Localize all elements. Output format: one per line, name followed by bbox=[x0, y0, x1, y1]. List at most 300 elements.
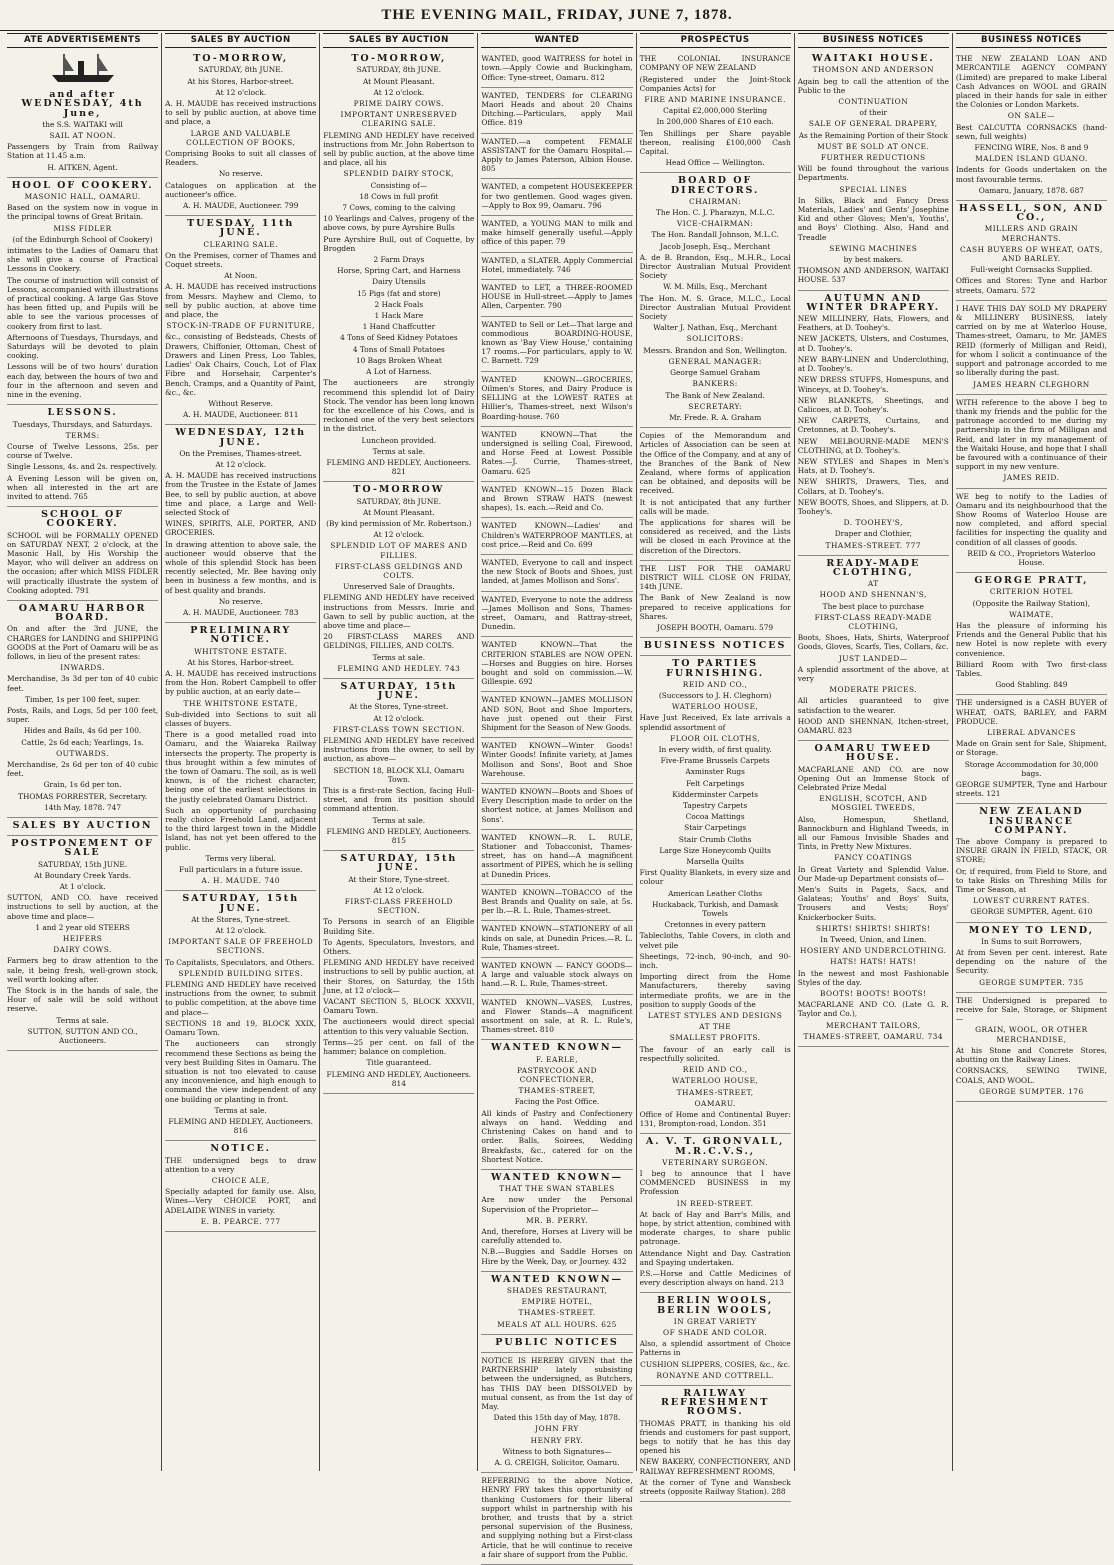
ad-line: CUSHION SLIPPERS, COSIES, &c., &c. bbox=[640, 1359, 791, 1369]
ad-heading: WANTED KNOWN—That the undersigned is selling Coal, Firewood, and Horse Feed at Lowest Possible Rates.—J. Currie, Thames-street, Oamaru. 625 bbox=[481, 429, 633, 476]
ad-line: Pure Ayrshire Bull, out of Coquette, by Brogden bbox=[323, 234, 475, 253]
ad-heading: WANTED KNOWN—That the CRITERION STABLES are NOW OPEN.—Horses and Buggies on hire. Horses bought and sold on commission.—W. Gillespie. 692 bbox=[481, 640, 633, 687]
ad-line: Have Just Received, Ex late arrivals a splendid assortment of bbox=[639, 713, 791, 732]
ad-heading: A. V. T. GRONVALL, M.R.C.V.S., bbox=[645, 1136, 785, 1157]
ad-line: FIRST-CLASS GELDINGS AND COLTS. bbox=[334, 561, 463, 580]
ad-line: CHAIRMAN: bbox=[689, 196, 742, 206]
ad-line: VETERINARY SURGEON. bbox=[662, 1157, 769, 1167]
ad-heading: TO-MORROW, bbox=[193, 53, 289, 65]
advertisement bbox=[481, 738, 632, 784]
ad-line: Indents for Goods undertaken on the most favourable terms. bbox=[955, 165, 1107, 184]
ad-line: FLEMING AND HEDLEY have received instructions to sell by public auction, at their Stores, on Saturday, the 15th June, at 12 o'clock— bbox=[323, 958, 475, 995]
column-header: ATE ADVERTISEMENTS bbox=[7, 33, 158, 48]
ad-line: GEORGE SUMPTER, Agent. 610 bbox=[970, 907, 1093, 917]
ad-line: The best place to purchase bbox=[822, 601, 924, 611]
ad-line: Importing direct from the Home Manufacturers, thereby saving intermediate profits, we are in the position to supply Goods of the bbox=[639, 972, 791, 1009]
ad-line: SPECIAL LINES bbox=[839, 184, 908, 194]
ad-heading: SCHOOL OF COOKERY. bbox=[41, 509, 125, 530]
ad-line: FURTHER REDUCTIONS bbox=[820, 153, 926, 163]
ad-line: (Opposite the Railway Station), bbox=[972, 598, 1091, 608]
ad-line: REID AND CO., bbox=[682, 1065, 748, 1075]
ad-line: WATERLOO HOUSE, bbox=[671, 1076, 759, 1086]
ad-heading: OAMARU HARBOR BOARD. bbox=[18, 602, 147, 624]
ad-heading: BUSINESS NOTICES bbox=[643, 640, 787, 652]
ad-line: THE undersigned begs to draw attention to a very bbox=[165, 1155, 317, 1174]
ad-line: WINES, SPIRITS, ALE, PORTER, AND GROCERIES. bbox=[165, 519, 317, 538]
ad-line: NEW SHIRTS, Drawers, Ties, and Collars, at D. Toohey's. bbox=[797, 477, 949, 496]
ad-line: A. H. MAUDE, Auctioneer. 799 bbox=[183, 201, 299, 211]
ad-line: It is not anticipated that any further calls will be made. bbox=[639, 497, 791, 516]
ad-line: by best makers. bbox=[843, 255, 903, 265]
advertisement bbox=[956, 395, 1107, 489]
column-4 bbox=[478, 33, 636, 1559]
column-header: BUSINESS NOTICES bbox=[798, 33, 949, 48]
ad-heading: THE NEW ZEALAND LOAN AND MERCANTILE AGENCY COMPANY (Limited) are prepared to make Liberal Cash Advances on WOOL and GRAIN placed in their hands for sale in either the Colonies or London Markets. bbox=[955, 54, 1107, 110]
ad-line: In Sums to suit Borrowers, bbox=[981, 936, 1082, 946]
ad-line: I beg to announce that I have COMMENCED BUSINESS in my Profession bbox=[639, 1168, 791, 1197]
ad-line: Lessons will be of two hours' duration each day, between the hours of two and four in the afternoon and seven and nine in the evening. bbox=[7, 362, 159, 400]
ad-line: A Evening Lesson will be given on, when all interested in the art are invited to attend. 765 bbox=[7, 473, 159, 501]
ad-line: IMPORTANT SALE OF FREEHOLD SECTIONS. bbox=[168, 937, 314, 956]
ad-line: On and after the 3rd JUNE, the CHARGES for LANDING and SHIPPING GOODS at the Port of Oamaru will be as follows, in lieu of the present rates: bbox=[7, 624, 159, 661]
ad-line: SHIRTS! SHIRTS! SHIRTS! bbox=[815, 923, 931, 933]
advertisement bbox=[481, 784, 632, 830]
ad-line: At 12 o'clock. bbox=[373, 530, 425, 540]
ad-line: &c., consisting of Bedsteads, Chests of Drawers, Chiffonier, Ottoman, Chest of Drawers and Linen Press, Loo Tables, Ladies' Oak Chairs, Couch, Lot of Flax Fibre and Horsehair, Carpenter's Bench, Cramps, and a Quantity of Paint, &c., &c. bbox=[165, 332, 317, 397]
advertisement bbox=[481, 88, 632, 134]
ad-line: The above Company is prepared to INSURE GRAIN IN FIELD, STACK, OR STORE; bbox=[955, 837, 1107, 865]
ad-line: 4 Tons of Seed Kidney Potatoes bbox=[340, 333, 458, 343]
ad-heading: WAITAKI HOUSE. bbox=[811, 53, 935, 65]
ad-heading: WANTED, good WAITRESS for hotel in town.—Apply Cowie and Buckingham, Office: Tyne-street, Oamaru. 812 bbox=[481, 54, 633, 82]
ad-line: ON SALE— bbox=[1007, 111, 1055, 121]
ad-line: FLEMING AND HEDLEY, Auctioneers. 815 bbox=[326, 826, 472, 846]
ad-line: Passengers by Train from Railway Station at 11.45 a.m. bbox=[7, 142, 159, 161]
ad-line: At Noon. bbox=[224, 271, 258, 281]
ad-line: Dairy Utensils bbox=[372, 277, 426, 287]
ad-line: A. H. MAUDE, Auctioneer. 783 bbox=[183, 607, 299, 617]
ad-line: At the Stores, Tyne-street. bbox=[191, 914, 291, 924]
ad-line: Sub-divided into Sections to suit all classes of buyers. bbox=[165, 709, 317, 728]
ad-heading: WE beg to notify to the Ladies of Oamaru and its neighbourhood that the Show Rooms of Waterloo House are now completed, and afford special facilities for inspecting the quality and condition of all classes of goods. bbox=[955, 491, 1107, 547]
advertisement bbox=[165, 51, 316, 216]
ad-line: All kinds of Pastry and Confectionery always on hand. Wedding and Christening Cakes on hand and to order. Balls, Soirees, Wedding Breakfasts, &c., catered for on the Shortest Notice. bbox=[481, 1108, 633, 1164]
advertisement bbox=[481, 692, 632, 738]
ad-heading: WANTED, Everyone to note the address—James Mollison and Sons, Thames-street, Oamaru, and Rattray-street, Dunedin. bbox=[481, 594, 633, 632]
ad-line: In 200,000 Shares of £10 each. bbox=[656, 117, 774, 127]
ad-line: Merchandise, 2s 6d per ton of 40 cubic feet. bbox=[7, 760, 159, 779]
ad-line: F. EARLE, bbox=[535, 1054, 579, 1064]
ad-line: Five-Frame Brussels Carpets bbox=[660, 756, 770, 766]
ad-line: The auctioneers would direct special attention to this very valuable Section. bbox=[323, 1017, 475, 1036]
ad-line: To Persons in search of an Eligible Building Site. bbox=[323, 917, 475, 936]
ad-line: First Quality Blankets, in every size and colour bbox=[639, 868, 791, 887]
ad-line: In Great Variety and Splendid Value. Our Made-up Department consists of— bbox=[797, 864, 949, 883]
ad-line: LIBERAL ADVANCES bbox=[987, 728, 1076, 737]
ad-heading: GEORGE PRATT, bbox=[974, 575, 1089, 587]
ad-line: FLEMING AND HEDLEY have received instructions from the owner, to submit to public competition, at the above time and place— bbox=[165, 980, 317, 1017]
ad-line: RONAYNE AND COTTRELL. bbox=[656, 1370, 774, 1380]
ad-line: SPLENDID BUILDING SITES. bbox=[178, 968, 303, 978]
ad-line: SPLENDID DAIRY STOCK, bbox=[343, 169, 455, 179]
ad-line: In drawing attention to above sale, the auctioneer would observe that the whole of this splendid Stock has been recently selected, Mr. Bee having only been in business a few months, and is of best quality and brands. bbox=[165, 539, 317, 595]
ad-line: Ten Shillings per Share payable thereon, realising £100,000 Cash Capital. bbox=[639, 128, 791, 157]
ad-heading: WANTED KNOWN— bbox=[490, 1042, 624, 1054]
ad-heading: TUESDAY, 11th JUNE. bbox=[187, 218, 295, 239]
advertisement bbox=[481, 592, 632, 638]
ad-heading: WITH reference to the above I beg to thank my friends and the public for the patronage accorded to me during my partnership in the firm of Milligan and Reid, and later in my management of the Waitaki House, and hope that I shall be favoured with a continuance of their support in my new venture. bbox=[955, 397, 1107, 472]
ad-line: Cretonnes in every pattern bbox=[664, 920, 766, 930]
ad-line: To Agents, Speculators, Investors, and Others. bbox=[323, 937, 475, 957]
ad-heading: WANTED KNOWN—Winter Goods! Winter Goods! Infinite variety, at James Mollison and Sons', Boot and Shoe Warehouse. bbox=[481, 741, 633, 778]
ad-heading: NOTICE. bbox=[210, 1143, 271, 1155]
ad-line: Afternoons of Tuesdays, Thursdays, and Saturdays will be devoted to plain cooking. bbox=[7, 332, 159, 361]
ad-line: 15 Pigs (fat and store) bbox=[357, 288, 441, 298]
ad-line: Marsella Quilts bbox=[686, 857, 744, 867]
advertisement bbox=[640, 1386, 791, 1502]
ad-line: Consisting of— bbox=[370, 180, 428, 190]
ad-line: Also, a splendid assortment of Choice Patterns in bbox=[639, 1339, 791, 1358]
ad-line: P.S.—Horse and Cattle Medicines of every description always on hand. 213 bbox=[639, 1268, 791, 1288]
ad-line: HOOD AND SHENNAN'S, bbox=[819, 590, 927, 600]
ad-line: HENRY FRY. bbox=[530, 1435, 584, 1445]
ad-heading: PRELIMINARY NOTICE. bbox=[190, 625, 292, 646]
ad-line: IN REED-STREET. bbox=[676, 1198, 754, 1208]
ad-heading: WEDNESDAY, 12th JUNE. bbox=[175, 427, 307, 448]
advertisement bbox=[481, 830, 632, 885]
ad-line: CONTINUATION bbox=[838, 97, 909, 107]
ad-line: FIRST-CLASS TOWN SECTION. bbox=[333, 724, 465, 734]
column-6 bbox=[795, 33, 953, 1471]
ad-line: Cocoa Mattings bbox=[685, 812, 745, 822]
ad-heading: WANTED KNOWN—STATIONERY of all kinds on sale, at Dunedin Prices.—R. L. Rule, Thames-street. bbox=[481, 924, 633, 952]
ad-line: 14th May, 1878. 747 bbox=[44, 802, 122, 812]
ad-line: THAMES-STREET. 777 bbox=[825, 540, 922, 550]
ad-line: Again beg to call the attention of the Public to the bbox=[797, 76, 949, 95]
ad-heading: THE Undersigned is prepared to receive for Sale, Storage, or Shipment— bbox=[955, 995, 1107, 1024]
ad-heading: POSTPONEMENT OF SALE bbox=[11, 838, 154, 859]
ad-line: FLOOR OIL CLOTHS, bbox=[670, 733, 761, 743]
advertisement bbox=[323, 679, 474, 851]
ad-line: Dated this 15th day of May, 1878. bbox=[493, 1413, 621, 1423]
ad-line: At the Stores, Tyne-street. bbox=[349, 702, 449, 712]
ad-line: The course of instruction will consist of Lessons, accompanied with illustrations of practical cooking. A large Gas Stove has been fitted up, and Pupils will be able to see the various processes of cookery from first to last. bbox=[7, 275, 159, 331]
ad-line: Messrs. Brandon and Son, Wellington. bbox=[643, 345, 787, 355]
ad-line: Terms at sale. bbox=[372, 652, 426, 662]
ad-line: No reserve. bbox=[218, 169, 263, 179]
ad-line: VICE-CHAIRMAN: bbox=[676, 219, 754, 229]
ad-line: OF SHADE AND COLOR. bbox=[663, 1327, 768, 1337]
ad-line: A. H. MAUDE has received instructions from Messrs. Mayhew and Clemo, to sell by public auction, at above time and place, the bbox=[165, 282, 317, 320]
ad-line: SALE OF GENERAL DRAPERY, bbox=[808, 119, 938, 129]
ad-line: A. H. MAUDE has received instructions from the Hon. Robert Campbell to offer by public auction, at an early date— bbox=[165, 668, 317, 697]
advertisement bbox=[640, 656, 791, 1134]
ad-line: LATEST STYLES AND DESIGNS bbox=[647, 1011, 783, 1021]
ad-line: FLEMING AND HEDLEY, Auctioneers. 816 bbox=[168, 1116, 314, 1136]
ad-heading: WANTED, a SLATER. Apply Commercial Hotel, immediately. 746 bbox=[481, 255, 633, 274]
advertisement bbox=[640, 1134, 791, 1293]
ad-line: The Bank of New Zealand. bbox=[665, 390, 765, 400]
advertisement bbox=[798, 51, 949, 290]
ad-line: Billiard Room with Two first-class Tables. bbox=[955, 659, 1107, 678]
ad-heading: WANTED KNOWN—15 Dozen Black and Brown STRAW HATS (newest shapes), 1s. each.—Reid and Co. bbox=[481, 484, 633, 513]
ad-heading: and after WEDNESDAY, 4th June, bbox=[21, 89, 144, 119]
ad-line: At back of Hay and Barr's Mills, and hope, by strict attention, combined with moderate charges, to share public patronage. bbox=[639, 1209, 791, 1247]
ad-line: SOLICITORS: bbox=[686, 334, 744, 344]
advertisement bbox=[7, 818, 158, 836]
ad-line: SATURDAY, 8th JUNE. bbox=[356, 65, 442, 75]
advertisement bbox=[481, 555, 632, 592]
ad-line: MACFARLANE AND CO. (Late G. R. Taylor and Co.), bbox=[797, 1000, 949, 1019]
ad-line: Terms at sale. bbox=[372, 815, 426, 825]
ad-line: THAMES-STREET, bbox=[518, 1086, 596, 1096]
ad-line: Walter J. Nathan, Esq., Merchant bbox=[653, 323, 778, 333]
ad-line: Terms at sale. bbox=[56, 1015, 109, 1025]
ad-heading: THE COLONIAL INSURANCE COMPANY OF NEW ZEALAND bbox=[639, 54, 791, 73]
ad-line: Timber, 1s per 100 feet, super. bbox=[25, 694, 141, 704]
advertisement bbox=[798, 556, 949, 741]
ad-line: At their Store, Tyne-street. bbox=[348, 874, 450, 884]
ad-line: FLEMING AND HEDLEY, Auctioneers. 814 bbox=[326, 1069, 472, 1088]
ad-line: FLEMING AND HEDLEY have received instructions from Messrs. Imrie and Gawn to sell by public auction, at the above time and place— bbox=[323, 593, 475, 630]
ad-line: IMPORTANT UNRESERVED CLEARING SALE. bbox=[340, 110, 458, 129]
ad-line: Farmers beg to draw attention to the sale, it being fresh, well-grown stock, well worth looking after. bbox=[7, 956, 159, 984]
advertisement bbox=[481, 317, 632, 372]
advertisement bbox=[7, 601, 158, 818]
ad-heading: NEW ZEALAND INSURANCE COMPANY. bbox=[979, 806, 1084, 836]
ad-heading: WANTED KNOWN—R. L. RULE, Stationer and Tobacconist, Thames-street, has on hand—A magnificent assortment of PIPES, which he is selling at Dunedin Prices. bbox=[481, 832, 633, 879]
ad-line: N.B.—Buggies and Saddle Horses on Hire by the Week, Day, or Journey. 432 bbox=[481, 1247, 633, 1266]
ad-line: MACFARLANE AND CO. are now Opening Out an Immense Stock of Celebrated Prize Medal bbox=[797, 764, 949, 793]
ad-heading: WANTED, TENDERS for CLEARING Maori Heads and about 20 Chains Ditching.—Particulars, apply Mail Office. 819 bbox=[481, 90, 633, 128]
ad-line: And, therefore, Horses at Livery will be carefully attended to. bbox=[481, 1226, 633, 1246]
ad-line: LARGE AND VALUABLE COLLECTION OF BOOKS, bbox=[186, 128, 296, 147]
ad-heading: SALES BY AUCTION bbox=[12, 820, 153, 832]
ad-line: The Hon. M. S. Grace, M.L.C., Local Director Australian Mutual Provident Society bbox=[639, 293, 791, 322]
ad-line: FLEMING AND HEDLEY have received instructions from Mr. John Robertson to sell by public auction, at the above time and place, all his bbox=[323, 130, 475, 168]
ad-line: MERCHANT TAILORS, bbox=[825, 1020, 921, 1030]
ad-line: Will be found throughout the various Departments. bbox=[797, 164, 949, 183]
ad-line: Tapestry Carpets bbox=[683, 801, 748, 811]
ad-line: FIRST-CLASS READY-MADE CLOTHING, bbox=[814, 612, 932, 631]
ad-line: E. B. PEARCE. 777 bbox=[200, 1216, 281, 1226]
ad-line: CLEARING SALE. bbox=[203, 239, 278, 249]
ad-line: The Stock is in the hands of sale, the Hour of sale will be sold without reserve. bbox=[7, 986, 159, 1014]
ad-heading: WANTED KNOWN—JAMES MOLLISON AND SON, Boot and Shoe Importers, have just opened out their First Shipment for the Season of New Goods. bbox=[481, 695, 633, 732]
ad-line: Terms very liberal. bbox=[205, 853, 276, 863]
ad-line: H. AITKEN, Agent. bbox=[47, 162, 118, 172]
ad-heading: READY-MADE CLOTHING, bbox=[826, 557, 921, 578]
ad-line: Office of Home and Continental Buyer: 131, Brompton-road, London. 351 bbox=[639, 1109, 791, 1129]
ad-line: Large Size Honeycomb Quilts bbox=[659, 845, 771, 855]
advertisement bbox=[640, 173, 791, 428]
ad-line: In every width, of first quality. bbox=[658, 745, 772, 754]
ad-line: Also, Homespun, Shetland, Bannockburn and Highland Tweeds, in all our Famous Invisible Shades and Tints, in Pretty New Mixtures. bbox=[797, 814, 949, 852]
ad-heading: WANTED KNOWN— bbox=[490, 1171, 624, 1183]
ad-line: Attendance Night and Day. Castration and Spaying undertaken. bbox=[639, 1248, 791, 1267]
ad-heading: TO PARTIES FURNISHING. bbox=[666, 658, 765, 679]
advertisement bbox=[481, 482, 632, 519]
ad-line: THAMES-STREET. bbox=[518, 1308, 596, 1318]
advertisement bbox=[640, 561, 791, 638]
ad-line: BOOTS! BOOTS! BOOTS! bbox=[819, 989, 927, 999]
ad-line: 2 Farm Drays bbox=[373, 255, 425, 265]
column-header: SALES BY AUCTION bbox=[323, 33, 474, 48]
ad-line: GENERAL MANAGER: bbox=[668, 356, 762, 366]
ad-line: REID & CO., Proprietors Waterloo House. bbox=[967, 548, 1096, 567]
advertisement bbox=[956, 51, 1107, 201]
ad-line: SUTTON, SUTTON AND CO., Auctioneers. bbox=[27, 1026, 138, 1046]
ad-line: TERMS: bbox=[65, 430, 100, 440]
advertisement bbox=[7, 507, 158, 601]
ad-line: GEORGE SUMPTER. 735 bbox=[979, 977, 1084, 987]
ad-heading: OAMARU TWEED HOUSE. bbox=[814, 743, 933, 764]
ad-heading: WANTED KNOWN — FANCY GOODS—A large and valuable stock always on hand.—R. L. Rule, Thames-street. bbox=[481, 961, 633, 989]
ad-line: A. G. CREIGH, Solicitor, Oamaru. bbox=[494, 1457, 620, 1467]
column-3 bbox=[320, 33, 478, 1471]
ad-line: Specially adapted for family use. Also, Wines—Very CHOICE PORT, and ADELAIDE WINES in variety. bbox=[165, 1187, 317, 1215]
ad-line: HATS! HATS! HATS! bbox=[830, 957, 917, 967]
ad-line: 4 Tons of Small Potatoes bbox=[352, 344, 445, 354]
ad-line: THOMSON AND ANDERSON bbox=[812, 65, 934, 75]
ad-line: Has the pleasure of informing his Friends and the General Public that his new Hotel is now replete with every convenience. bbox=[955, 620, 1107, 658]
ad-line: 7 Cows, coming to the calving bbox=[342, 203, 456, 213]
advertisement bbox=[481, 51, 632, 88]
ad-line: THOMAS PRATT, in thanking his old friends and customers for past support, begs to notify that he has this day opened his bbox=[639, 1418, 791, 1456]
ad-line: WATERLOO HOUSE, bbox=[671, 702, 759, 712]
ad-line: MODERATE PRICES. bbox=[829, 685, 918, 695]
ad-line: SATURDAY, 8th JUNE. bbox=[198, 65, 283, 75]
ad-heading: WANTED to Sell or Let—That large and commodious BOARDING-HOUSE, known as 'Bay View House,' containing 17 rooms.—For particulars, apply to W. C. Barnett. 729 bbox=[481, 319, 633, 366]
ad-line: MILLERS AND GRAIN MERCHANTS. bbox=[984, 224, 1079, 243]
advertisement bbox=[481, 1040, 632, 1169]
ad-heading: WANTED, a competent HOUSEKEEPER for two gentlemen. Good wages given.—Apply to Box 99, Oamaru. 796 bbox=[481, 182, 633, 210]
ad-line: NEW BOOTS, Shoes, and Slippers, at D. Toohey's. bbox=[797, 497, 949, 516]
advertisement bbox=[956, 201, 1107, 301]
masthead bbox=[0, 0, 1114, 31]
ad-line: PASTRYCOOK AND CONFECTIONER, bbox=[516, 1065, 598, 1085]
ad-line: 18 Cows in full profit bbox=[359, 191, 439, 201]
ad-line: Men's Suits in Pagets, Sacs, and Galateas; Youths' and Boys' Suits, Trousers and Vests; Boys' Knickerbocker Suits. bbox=[797, 885, 949, 922]
ad-line: Storage Accommodation for 30,000 bags. bbox=[964, 759, 1099, 778]
ad-line: STOCK-IN-TRADE OF FURNITURE, bbox=[166, 321, 316, 331]
advertisement bbox=[165, 891, 316, 1141]
ad-line: SATURDAY, 8th JUNE. bbox=[356, 496, 442, 506]
ad-line: Facing the Post Office. bbox=[514, 1097, 600, 1107]
advertisement bbox=[481, 1473, 632, 1565]
ad-line: At 1 o'clock. bbox=[59, 882, 106, 892]
ad-line: Terms at sale. bbox=[214, 1105, 267, 1115]
ad-line: Luncheon provided. bbox=[361, 435, 437, 445]
ad-line: CRITERION HOTEL bbox=[989, 587, 1073, 597]
advertisement bbox=[481, 253, 632, 280]
ad-line: SECTION 18, BLOCK XLI, Oamaru Town. bbox=[333, 765, 465, 784]
ad-line: SHADES RESTAURANT, bbox=[506, 1285, 608, 1295]
ad-line: On the Premises, Thames-street. bbox=[179, 448, 303, 458]
advertisement bbox=[165, 1141, 316, 1232]
ad-line: At Boundary Creek Yards. bbox=[34, 870, 132, 880]
ad-line: Head Office — Wellington. bbox=[665, 158, 765, 168]
ad-line: Full-weight Cornsacks Supplied. bbox=[970, 265, 1093, 275]
ad-line: THOMSON AND ANDERSON, WAITAKI HOUSE. 537 bbox=[797, 266, 949, 285]
ad-heading: WANTED.—a competent FEMALE ASSISTANT for the Oamaru Hospital.—Apply to James Paterson, Albion House. 805 bbox=[481, 136, 633, 174]
ad-line: Kidderminster Carpets bbox=[672, 789, 759, 799]
ad-line: MALDEN ISLAND GUANO. bbox=[975, 154, 1088, 164]
advertisement bbox=[481, 885, 632, 922]
ad-line: Jacob Joseph, Esq., Merchant bbox=[659, 241, 771, 251]
ad-line: OAMARU. bbox=[694, 1098, 736, 1108]
ad-line: At the corner of Tyne and Wansbeck streets (opposite Railway Station). 288 bbox=[639, 1477, 791, 1497]
ad-heading: MONEY TO LEND, bbox=[968, 924, 1095, 936]
advertisement bbox=[481, 134, 632, 180]
ad-heading: TO-MORROW bbox=[353, 484, 445, 496]
ad-line: ENGLISH, SCOTCH, AND MOSGIEL TWEEDS, bbox=[819, 794, 928, 813]
ad-heading: WANTED, Everyone to call and inspect the new Stock of Boots and Shoes, just landed, at James Mollison and Sons'. bbox=[481, 557, 633, 586]
ad-line: WAIMATE, bbox=[1009, 609, 1054, 619]
ad-line: At 12 o'clock. bbox=[215, 459, 267, 469]
ad-line: EMPIRE HOTEL, bbox=[521, 1297, 593, 1307]
ad-line: intimates to the Ladies of Oamaru that she will give a course of Practical Lessons in Cookery. bbox=[7, 246, 159, 274]
ad-line: Mr. Frede. R. A. Graham bbox=[669, 412, 762, 422]
ad-line: At 12 o'clock. bbox=[373, 87, 425, 97]
steamship-icon bbox=[48, 51, 118, 85]
ad-line: FIRE AND MARINE INSURANCE. bbox=[644, 95, 786, 105]
ad-line: W. M. Mills, Esq., Merchant bbox=[663, 282, 768, 292]
ad-line: THAMES-STREET, bbox=[676, 1087, 754, 1097]
ad-line: CORNSACKS, SEWING TWINE, COALS, AND WOOL. bbox=[955, 1066, 1107, 1085]
ad-line: WHITSTONE ESTATE. bbox=[194, 646, 288, 656]
advertisement bbox=[640, 51, 791, 173]
ad-line: At his Stores, Harbor-street. bbox=[187, 657, 295, 667]
ad-line: NEW MELBOURNE-MADE MEN'S CLOTHING, at D. Toohey's. bbox=[797, 436, 949, 455]
ad-line: Tablecloths, Table Covers, in cloth and velvet pile bbox=[639, 931, 791, 950]
advertisement bbox=[165, 216, 316, 425]
ad-line: Good Stabling. 849 bbox=[995, 680, 1068, 690]
ad-line: The auctioneers are strongly recommend this splendid lot of Dairy Stock. The vendor has been long known for the excellence of his Cows, and is reckoned one of the very best selectors in the district. bbox=[323, 378, 475, 434]
ad-heading: REFERRING to the above Notice, HENRY FRY takes this opportunity of thanking Customers for their liberal support whilst in partnership with his brother, and trusts that by a strict personal supervision of the Business, and supplying nothing but a First-class Article, that he will continue to receive a fair share of support from the Public. bbox=[481, 1476, 633, 1559]
ad-line: 1 Hand Chaffcutter bbox=[362, 322, 436, 332]
ad-heading: WANTED to LET, a THREE-ROOMED HOUSE in Hull-street.—Apply to James Allen, Carpenter. 790 bbox=[481, 283, 633, 311]
ad-heading: TO-MORROW, bbox=[351, 53, 447, 65]
ad-line: Hides and Bails, 4s 6d per 100. bbox=[23, 726, 142, 736]
ad-line: HOSIERY AND UNDERCLOTHING. bbox=[800, 946, 947, 956]
ad-line: The applications for shares will be considered as received, and the Lists will be closed in each Province at the discretion of the Directors. bbox=[639, 517, 791, 555]
ad-line: Such an opportunity of purchasing really choice Freehold Land, adjacent to the third largest town in the Middle Island, has not yet been offered to the public. bbox=[165, 805, 317, 852]
column-1 bbox=[4, 33, 162, 1471]
ad-line: At his Stores, Harbor-street. bbox=[187, 76, 295, 86]
ad-heading: NOTICE IS HEREBY GIVEN that the PARTNERSHIP lately subsisting between the undersigned, as Butchers, has THIS DAY been DISSOLVED by mutual consent, as from the 1st day of May. bbox=[481, 1355, 633, 1411]
ad-line: NEW STYLES and Shapes in Men's Hats, at D. Toohey's. bbox=[797, 456, 949, 476]
ad-line: Axminster Rugs bbox=[685, 767, 745, 777]
ad-line: This is a first-rate Section, facing Hull-street, and from its position should command attention. bbox=[323, 786, 475, 814]
ad-line: 10 Yearlings and Calves, progeny of the above cows, by pure Ayrshire Bulls bbox=[323, 214, 475, 233]
ad-line: Grain, 1s 6d per ton. bbox=[43, 780, 122, 790]
ad-line: A. de B. Brandon, Esq., M.H.R., Local Director Australian Mutual Provident Society bbox=[639, 252, 791, 281]
ad-line: Sheetings, 72-inch, 90-inch, and 90-inch. bbox=[639, 951, 791, 971]
advertisement bbox=[7, 836, 158, 1051]
ad-line: NEW BAKERY, CONFECTIONERY, AND RAILWAY REFRESHMENT ROOMS, bbox=[639, 1457, 791, 1476]
ad-line: To Capitalists, Speculators, and Others. bbox=[165, 957, 315, 967]
ad-line: FANCY COATINGS bbox=[834, 853, 913, 863]
ad-line: SMALLEST PROFITS. bbox=[669, 1033, 761, 1043]
ad-heading: BOARD OF DIRECTORS. bbox=[670, 175, 760, 196]
ad-line: MUST BE SOLD AT ONCE. bbox=[817, 141, 930, 151]
ad-line: The Hon. C. J. Pharazyn, M.L.C. bbox=[655, 208, 775, 218]
advertisement bbox=[481, 280, 632, 317]
advertisement bbox=[640, 1293, 791, 1386]
advertisement bbox=[481, 921, 632, 958]
ad-line: Draper and Clothier, bbox=[834, 529, 912, 539]
